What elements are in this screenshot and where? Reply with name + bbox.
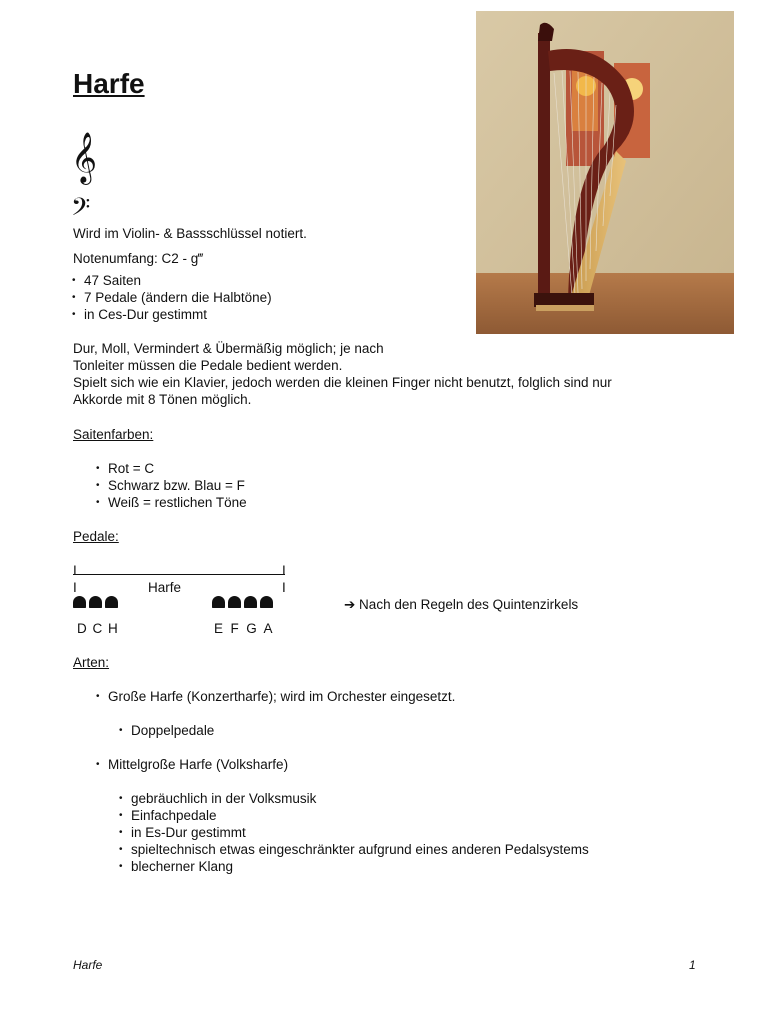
pedal-notes-right: E F G A — [214, 621, 273, 636]
list-item: • Einfachpedale — [131, 807, 589, 824]
list-item: • 7 Pedale (ändern die Halbtöne) — [84, 289, 272, 306]
list-item: • 47 Saiten — [84, 272, 272, 289]
pedal-icons-left — [73, 596, 121, 611]
pedal-icon — [73, 596, 86, 608]
list-item: • blecherner Klang — [131, 858, 589, 875]
saitenfarben-heading: Saitenfarben: — [73, 427, 154, 442]
paragraph-line: Dur, Moll, Vermindert & Übermäßig möglich; je nach — [73, 341, 384, 356]
pedal-icon — [260, 596, 273, 608]
pedal-diagram-label: Harfe — [148, 580, 182, 595]
arten-list-gross — [108, 688, 455, 705]
saitenfarben-list — [108, 460, 247, 511]
pedal-notes-left: D C H — [77, 621, 118, 636]
pedal-left-bar: I — [73, 580, 77, 595]
list-item: • in Ces-Dur gestimmt — [84, 306, 272, 323]
facts-list — [84, 272, 272, 323]
pedal-left-bar: I — [73, 563, 77, 578]
paragraph-line: Akkorde mit 8 Tönen möglich. — [73, 392, 252, 407]
list-item: • Weiß = restlichen Töne — [108, 494, 247, 511]
treble-clef-icon: 𝄞 — [71, 132, 98, 183]
pedal-note: ➔ Nach den Regeln des Quintenzirkels — [344, 597, 579, 612]
list-item: • Doppelpedale — [131, 722, 214, 739]
list-item: • spieltechnisch etwas eingeschränkter aufgrund eines anderen Pedalsystems — [131, 841, 589, 858]
arten-list-mittel — [108, 756, 288, 773]
paragraph-line: Tonleiter müssen die Pedale bedient werden. — [73, 358, 343, 373]
list-item: • Große Harfe (Konzertharfe); wird im Orchester eingesetzt. — [108, 688, 455, 705]
pedal-diagram-top-line — [73, 562, 285, 575]
list-item: • Rot = C — [108, 460, 247, 477]
pedal-right-bar: I — [282, 580, 286, 595]
arten-sublist-mittel — [131, 790, 589, 875]
pedal-icon — [228, 596, 241, 608]
page-number: 1 — [689, 958, 696, 972]
pedal-icon — [105, 596, 118, 608]
pedal-icon — [244, 596, 257, 608]
footer-title: Harfe — [73, 958, 103, 972]
bass-clef-icon: 𝄢 — [71, 193, 91, 228]
pedal-icon — [89, 596, 102, 608]
harp-photo — [476, 11, 734, 334]
list-item: • Mittelgroße Harfe (Volksharfe) — [108, 756, 288, 773]
pedale-heading: Pedale: — [73, 529, 119, 544]
arten-heading: Arten: — [73, 655, 110, 670]
page-title: Harfe — [73, 68, 145, 99]
arten-sublist-gross — [131, 722, 214, 739]
pedal-icon — [212, 596, 225, 608]
pedal-right-bar: I — [282, 563, 286, 578]
pedal-icons-right — [212, 596, 276, 611]
list-item: • in Es-Dur gestimmt — [131, 824, 589, 841]
list-item: • Schwarz bzw. Blau = F — [108, 477, 247, 494]
range-text: Notenumfang: C2 - g‴ — [73, 251, 204, 266]
list-item: • gebräuchlich in der Volksmusik — [131, 790, 589, 807]
paragraph-line: Spielt sich wie ein Klavier, jedoch werden die kleinen Finger nicht benutzt, folglich sind nur — [73, 375, 612, 390]
notation-text: Wird im Violin- & Bassschlüssel notiert. — [73, 226, 307, 241]
